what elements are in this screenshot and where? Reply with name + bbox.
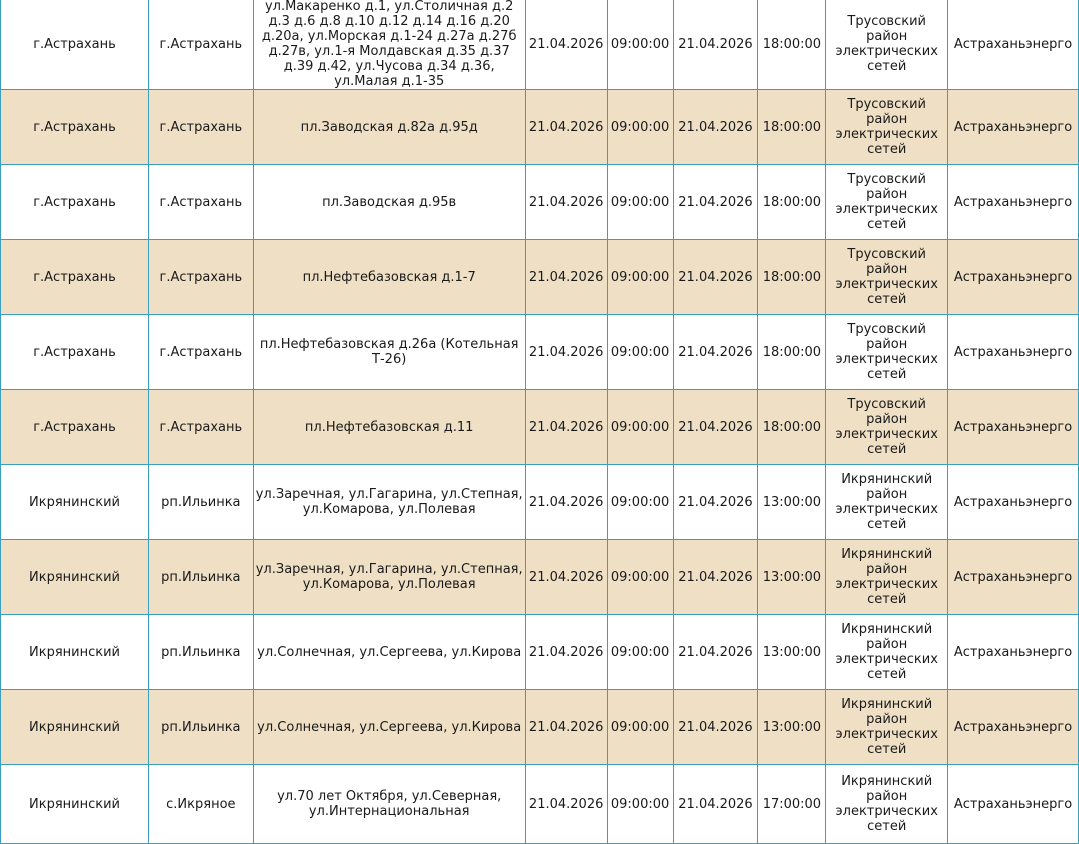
locality-cell: рп.Ильинка	[149, 465, 254, 540]
locality-cell: г.Астрахань	[149, 240, 254, 315]
streets-cell: ул.Солнечная, ул.Сергеева, ул.Кирова	[253, 690, 525, 765]
table-row	[1, 90, 1079, 165]
streets-cell: ул.Макаренко д.1, ул.Столичная д.2 д.3 д.6 д.8 д.10 д.12 д.14 д.16 д.20 д.20а, ул.Морская д.1-24 д.27а д.27б д.27в, ул.1-я Молдавская д.35 д.37 д.39 д.42, ул.Чусова д.34 д.36, ул.Малая д.1-35	[253, 0, 525, 90]
district-cell: г.Астрахань	[1, 390, 149, 465]
streets-cell: пл.Нефтебазовская д.26а (Котельная Т-26)	[253, 315, 525, 390]
end-time-cell: 17:00:00	[758, 765, 826, 844]
table-row	[1, 0, 1079, 90]
district-cell: г.Астрахань	[1, 240, 149, 315]
streets-cell: ул.Заречная, ул.Гагарина, ул.Степная, ул.Комарова, ул.Полевая	[253, 465, 525, 540]
start-time-cell: 09:00:00	[607, 615, 673, 690]
locality-cell: рп.Ильинка	[149, 540, 254, 615]
table-row	[1, 465, 1079, 540]
organization-cell: Астраханьэнерго	[948, 540, 1079, 615]
locality-cell: рп.Ильинка	[149, 615, 254, 690]
table-row	[1, 315, 1079, 390]
table-row	[1, 540, 1079, 615]
network-unit-cell: Икрянинский район электрических сетей	[826, 690, 948, 765]
end-time-cell: 13:00:00	[758, 690, 826, 765]
start-date-cell: 21.04.2026	[525, 540, 607, 615]
table-row	[1, 165, 1079, 240]
locality-cell: рп.Ильинка	[149, 690, 254, 765]
table-row	[1, 615, 1079, 690]
network-unit-cell: Трусовский район электрических сетей	[826, 315, 948, 390]
start-date-cell: 21.04.2026	[525, 615, 607, 690]
end-time-cell: 18:00:00	[758, 315, 826, 390]
end-date-cell: 21.04.2026	[673, 540, 758, 615]
end-date-cell: 21.04.2026	[673, 615, 758, 690]
start-date-cell: 21.04.2026	[525, 390, 607, 465]
start-date-cell: 21.04.2026	[525, 690, 607, 765]
locality-cell: г.Астрахань	[149, 390, 254, 465]
end-date-cell: 21.04.2026	[673, 690, 758, 765]
streets-cell: ул.Заречная, ул.Гагарина, ул.Степная, ул.Комарова, ул.Полевая	[253, 540, 525, 615]
organization-cell: Астраханьэнерго	[948, 465, 1079, 540]
start-time-cell: 09:00:00	[607, 0, 673, 90]
district-cell: г.Астрахань	[1, 315, 149, 390]
network-unit-cell: Трусовский район электрических сетей	[826, 390, 948, 465]
table-row	[1, 690, 1079, 765]
organization-cell: Астраханьэнерго	[948, 615, 1079, 690]
streets-cell: пл.Заводская д.82а д.95д	[253, 90, 525, 165]
table-row	[1, 240, 1079, 315]
end-time-cell: 18:00:00	[758, 0, 826, 90]
locality-cell: г.Астрахань	[149, 90, 254, 165]
network-unit-cell: Икрянинский район электрических сетей	[826, 465, 948, 540]
end-date-cell: 21.04.2026	[673, 90, 758, 165]
organization-cell: Астраханьэнерго	[948, 165, 1079, 240]
district-cell: г.Астрахань	[1, 90, 149, 165]
locality-cell: с.Икряное	[149, 765, 254, 844]
end-date-cell: 21.04.2026	[673, 390, 758, 465]
organization-cell: Астраханьэнерго	[948, 240, 1079, 315]
locality-cell: г.Астрахань	[149, 315, 254, 390]
network-unit-cell: Икрянинский район электрических сетей	[826, 615, 948, 690]
end-date-cell: 21.04.2026	[673, 0, 758, 90]
start-time-cell: 09:00:00	[607, 765, 673, 844]
start-time-cell: 09:00:00	[607, 240, 673, 315]
network-unit-cell: Трусовский район электрических сетей	[826, 0, 948, 90]
start-date-cell: 21.04.2026	[525, 765, 607, 844]
start-date-cell: 21.04.2026	[525, 90, 607, 165]
end-time-cell: 18:00:00	[758, 240, 826, 315]
start-date-cell: 21.04.2026	[525, 315, 607, 390]
table-row	[1, 765, 1079, 844]
start-time-cell: 09:00:00	[607, 390, 673, 465]
end-date-cell: 21.04.2026	[673, 315, 758, 390]
organization-cell: Астраханьэнерго	[948, 0, 1079, 90]
network-unit-cell: Икрянинский район электрических сетей	[826, 540, 948, 615]
end-time-cell: 18:00:00	[758, 390, 826, 465]
organization-cell: Астраханьэнерго	[948, 390, 1079, 465]
start-time-cell: 09:00:00	[607, 540, 673, 615]
district-cell: г.Астрахань	[1, 165, 149, 240]
organization-cell: Астраханьэнерго	[948, 690, 1079, 765]
streets-cell: пл.Нефтебазовская д.1-7	[253, 240, 525, 315]
start-time-cell: 09:00:00	[607, 90, 673, 165]
network-unit-cell: Икрянинский район электрических сетей	[826, 765, 948, 844]
end-time-cell: 13:00:00	[758, 540, 826, 615]
table-row	[1, 390, 1079, 465]
end-date-cell: 21.04.2026	[673, 240, 758, 315]
streets-cell: пл.Нефтебазовская д.11	[253, 390, 525, 465]
district-cell: Икрянинский	[1, 765, 149, 844]
district-cell: Икрянинский	[1, 465, 149, 540]
start-time-cell: 09:00:00	[607, 165, 673, 240]
end-date-cell: 21.04.2026	[673, 765, 758, 844]
end-time-cell: 18:00:00	[758, 90, 826, 165]
start-time-cell: 09:00:00	[607, 465, 673, 540]
network-unit-cell: Трусовский район электрических сетей	[826, 165, 948, 240]
district-cell: Икрянинский	[1, 540, 149, 615]
end-time-cell: 18:00:00	[758, 165, 826, 240]
organization-cell: Астраханьэнерго	[948, 315, 1079, 390]
streets-cell: ул.Солнечная, ул.Сергеева, ул.Кирова	[253, 615, 525, 690]
organization-cell: Астраханьэнерго	[948, 90, 1079, 165]
district-cell: г.Астрахань	[1, 0, 149, 90]
end-date-cell: 21.04.2026	[673, 465, 758, 540]
network-unit-cell: Трусовский район электрических сетей	[826, 90, 948, 165]
district-cell: Икрянинский	[1, 615, 149, 690]
streets-cell: пл.Заводская д.95в	[253, 165, 525, 240]
end-time-cell: 13:00:00	[758, 615, 826, 690]
end-date-cell: 21.04.2026	[673, 165, 758, 240]
start-date-cell: 21.04.2026	[525, 465, 607, 540]
network-unit-cell: Трусовский район электрических сетей	[826, 240, 948, 315]
end-time-cell: 13:00:00	[758, 465, 826, 540]
locality-cell: г.Астрахань	[149, 165, 254, 240]
start-date-cell: 21.04.2026	[525, 240, 607, 315]
streets-cell: ул.70 лет Октября, ул.Северная, ул.Интернациональная	[253, 765, 525, 844]
start-time-cell: 09:00:00	[607, 690, 673, 765]
start-date-cell: 21.04.2026	[525, 0, 607, 90]
start-date-cell: 21.04.2026	[525, 165, 607, 240]
start-time-cell: 09:00:00	[607, 315, 673, 390]
district-cell: Икрянинский	[1, 690, 149, 765]
locality-cell: г.Астрахань	[149, 0, 254, 90]
organization-cell: Астраханьэнерго	[948, 765, 1079, 844]
